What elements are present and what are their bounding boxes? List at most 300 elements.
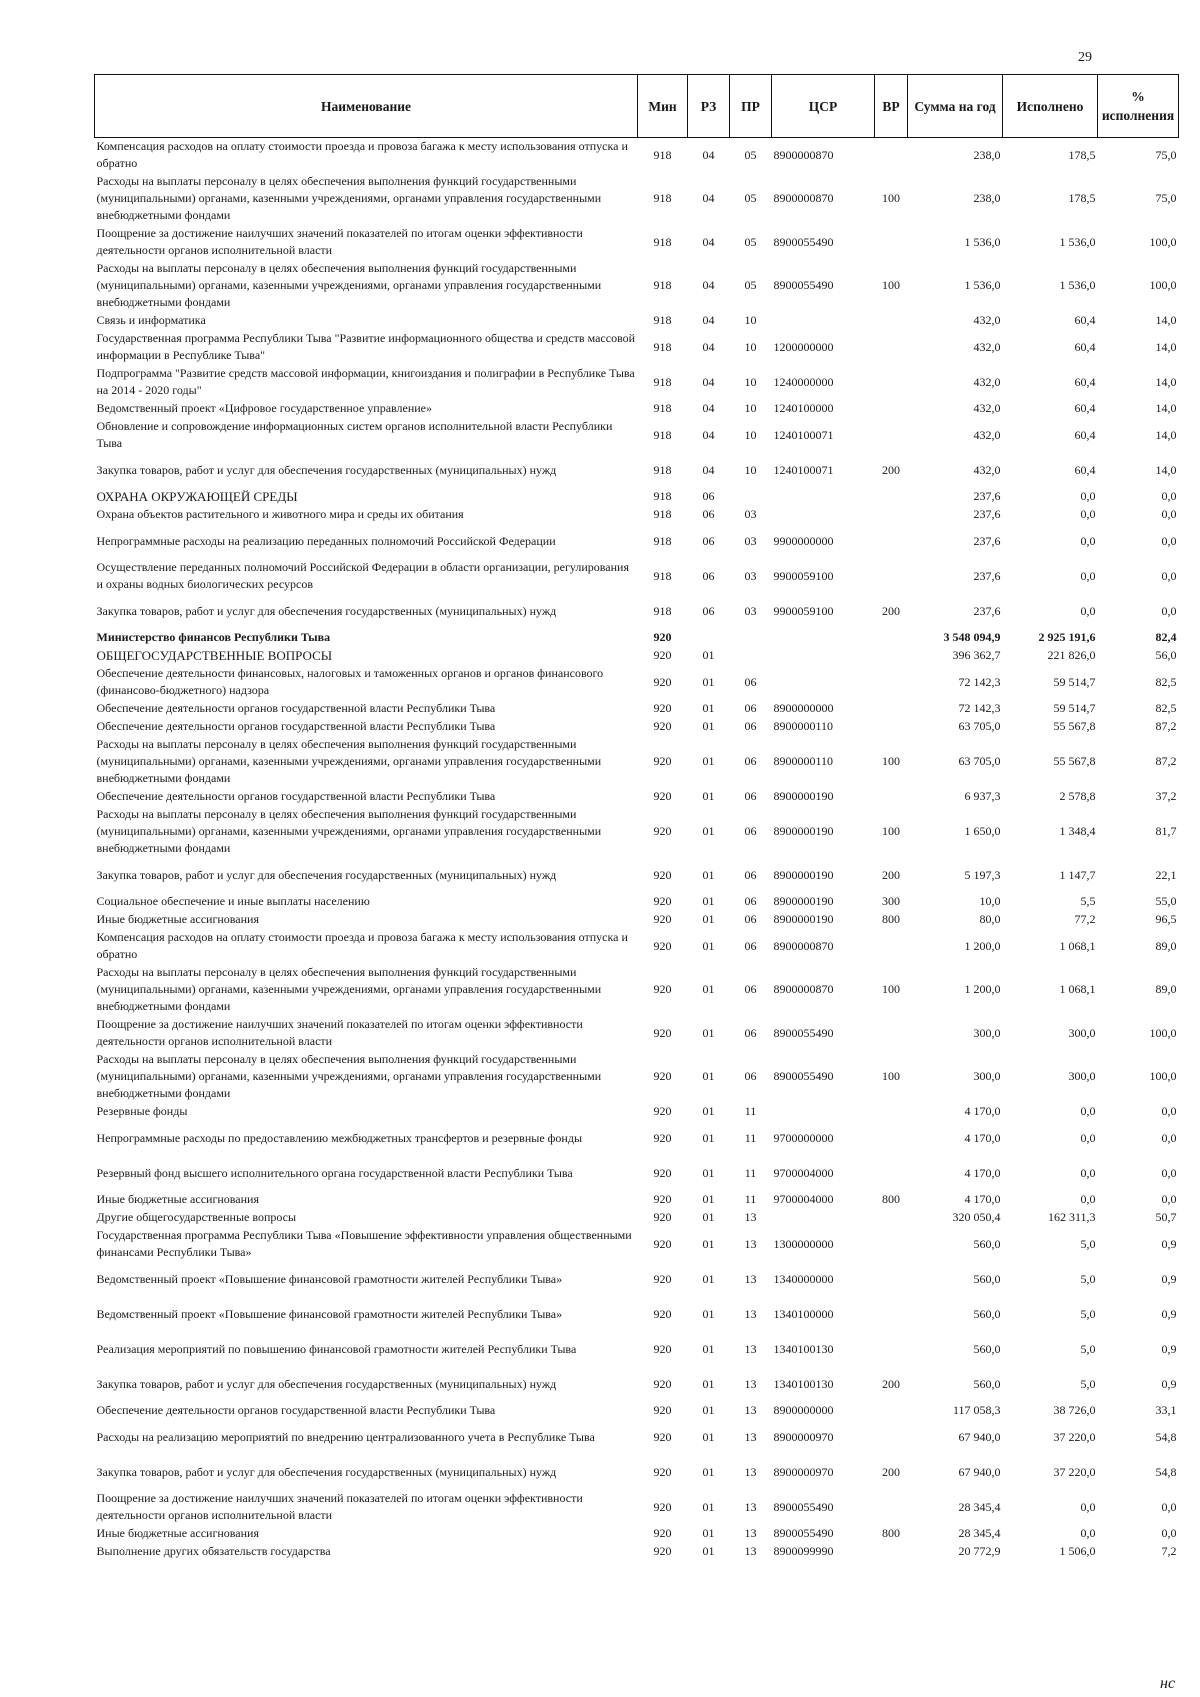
cell-csr — [772, 312, 875, 330]
cell-pr: 06 — [744, 982, 757, 996]
cell-pr: 10 — [744, 339, 757, 354]
cell-pct: 100,0 — [1149, 234, 1177, 249]
cell-min: 918 — [653, 568, 672, 583]
cell-vr: 100 — [882, 191, 900, 205]
cell-name: Обеспечение деятельности финансовых, налоговых и таможенных органов и органов финансового (финансово-бюджетного) надзора — [96, 666, 604, 697]
cell-min: 918 — [653, 427, 672, 442]
cell-pr: 13 — [744, 1341, 757, 1356]
cell-vr — [875, 488, 908, 506]
cell-sum: 560,0 — [973, 1341, 1001, 1356]
header-rz: РЗ — [688, 75, 730, 138]
cell-name: Расходы на выплаты персоналу в целях обеспечения выполнения функций государственными (муниципальными) органами, казенными учреждениями, органами управления государственными внебюджетными фондами — [96, 261, 602, 309]
table-row — [95, 1121, 1179, 1156]
table-row — [95, 1209, 1179, 1227]
cell-name: Закупка товаров, работ и услуг для обеспечения государственных (муниципальных) нужд — [96, 462, 557, 477]
cell-sum: 3 548 094,9 — [943, 630, 1001, 644]
cell-pr: 11 — [744, 1165, 757, 1180]
cell-pct: 75,0 — [1155, 147, 1177, 162]
cell-pct: 0,0 — [1161, 1165, 1177, 1180]
cell-rz: 01 — [702, 1130, 715, 1145]
cell-done: 59 514,7 — [1053, 674, 1096, 689]
cell-csr: 1240100071 — [773, 462, 834, 477]
cell-pct: 0,0 — [1161, 489, 1177, 503]
cell-pct: 0,9 — [1161, 1271, 1177, 1286]
cell-sum: 238,0 — [973, 147, 1001, 162]
cell-sum: 117 058,3 — [952, 1403, 1001, 1417]
cell-name: Компенсация расходов на оплату стоимости проезда и провоза багажа к месту использования отпуска и обратно — [96, 930, 628, 961]
cell-csr: 1340000000 — [773, 1271, 834, 1286]
cell-rz: 01 — [702, 1025, 715, 1040]
cell-name: Резервный фонд высшего исполнительного органа государственной власти Республики Тыва — [96, 1165, 573, 1180]
cell-rz: 01 — [702, 1069, 715, 1083]
cell-done: 0,0 — [1080, 1104, 1096, 1118]
cell-rz: 04 — [702, 374, 715, 389]
cell-name: Обеспечение деятельности органов государственной власти Республики Тыва — [96, 719, 496, 733]
cell-name: Закупка товаров, работ и услуг для обеспечения государственных (муниципальных) нужд — [96, 1464, 557, 1479]
cell-pr: 06 — [744, 912, 757, 926]
cell-pct: 37,2 — [1155, 789, 1177, 803]
cell-sum: 432,0 — [973, 427, 1001, 442]
cell-done: 60,4 — [1074, 313, 1096, 327]
cell-vr — [875, 1209, 908, 1227]
cell-csr: 8900000110 — [773, 719, 834, 733]
table-row — [95, 1402, 1179, 1420]
cell-rz: 01 — [702, 1544, 715, 1558]
cell-min: 920 — [653, 630, 672, 644]
cell-sum: 1 536,0 — [964, 234, 1001, 249]
cell-csr: 1240000000 — [773, 374, 834, 389]
cell-done: 60,4 — [1074, 339, 1096, 354]
cell-vr — [875, 330, 908, 365]
cell-sum: 432,0 — [973, 339, 1001, 354]
table-row — [95, 1227, 1179, 1262]
cell-name: Обеспечение деятельности органов государственной власти Республики Тыва — [96, 1403, 496, 1417]
cell-pr: 06 — [744, 867, 757, 882]
table-row — [95, 665, 1179, 700]
cell-pct: 0,0 — [1161, 507, 1177, 521]
cell-rz: 01 — [702, 648, 715, 662]
cell-csr — [772, 1103, 875, 1121]
cell-rz: 01 — [702, 1464, 715, 1479]
cell-name: Министерство финансов Республики Тыва — [96, 630, 331, 644]
cell-done: 0,0 — [1080, 1192, 1096, 1206]
cell-rz: 01 — [702, 938, 715, 953]
table-row — [95, 647, 1179, 665]
cell-done: 60,4 — [1074, 401, 1096, 415]
cell-vr: 800 — [882, 1526, 900, 1540]
cell-csr: 8900055490 — [773, 278, 834, 292]
cell-sum: 80,0 — [979, 912, 1001, 926]
cell-done: 1 348,4 — [1059, 824, 1096, 838]
cell-pr: 05 — [744, 147, 757, 162]
cell-min: 920 — [653, 1210, 672, 1224]
header-sum: Сумма на год — [908, 75, 1003, 138]
cell-name: Иные бюджетные ассигнования — [96, 1526, 259, 1540]
cell-min: 918 — [653, 374, 672, 389]
cell-pr: 06 — [744, 894, 757, 908]
cell-done: 5,0 — [1080, 1271, 1096, 1286]
cell-sum: 6 937,3 — [964, 789, 1001, 803]
cell-min: 920 — [653, 789, 672, 803]
cell-vr — [875, 225, 908, 260]
cell-rz: 01 — [702, 894, 715, 908]
cell-vr — [875, 718, 908, 736]
cell-rz: 01 — [702, 1271, 715, 1286]
cell-pr: 06 — [744, 789, 757, 803]
table-row — [95, 173, 1179, 225]
cell-rz: 01 — [702, 1236, 715, 1251]
cell-pct: 87,2 — [1155, 754, 1177, 768]
cell-rz: 04 — [702, 234, 715, 249]
table-row — [95, 260, 1179, 312]
cell-min: 920 — [653, 1341, 672, 1356]
cell-done: 221 826,0 — [1047, 648, 1096, 662]
cell-sum: 1 536,0 — [964, 278, 1001, 292]
cell-name: Поощрение за достижение наилучших значений показателей по итогам оценки эффективности деятельности органов исполнительной власти — [96, 1491, 583, 1522]
cell-min: 918 — [653, 278, 672, 292]
cell-csr — [772, 647, 875, 665]
budget-execution-table — [94, 74, 1179, 1561]
table-row — [95, 788, 1179, 806]
cell-csr: 8900055490 — [773, 1526, 834, 1540]
cell-done: 60,4 — [1074, 374, 1096, 389]
table-row — [95, 911, 1179, 929]
cell-pr: 13 — [744, 1429, 757, 1444]
cell-csr: 9700000000 — [773, 1130, 834, 1145]
cell-pr — [730, 647, 772, 665]
cell-rz: 06 — [702, 507, 715, 521]
cell-pr: 06 — [744, 719, 757, 733]
cell-done: 37 220,0 — [1053, 1429, 1096, 1444]
table-row — [95, 1455, 1179, 1490]
cell-done: 2 925 191,6 — [1038, 630, 1096, 644]
cell-pr: 06 — [744, 674, 757, 689]
cell-csr: 8900000870 — [773, 982, 834, 996]
cell-done: 2 578,8 — [1059, 789, 1096, 803]
cell-pct: 54,8 — [1155, 1464, 1177, 1479]
table-row — [95, 1016, 1179, 1051]
cell-pct: 81,7 — [1155, 824, 1177, 838]
cell-vr — [875, 647, 908, 665]
table-row — [95, 225, 1179, 260]
cell-pct: 14,0 — [1155, 401, 1177, 415]
cell-rz: 01 — [702, 1429, 715, 1444]
cell-csr: 8900055490 — [773, 1025, 834, 1040]
cell-done: 37 220,0 — [1053, 1464, 1096, 1479]
cell-csr — [772, 506, 875, 524]
table-row — [95, 806, 1179, 858]
table-row — [95, 1297, 1179, 1332]
cell-sum: 237,6 — [973, 603, 1001, 618]
cell-pr: 05 — [744, 191, 757, 205]
cell-name: Ведомственный проект «Повышение финансовой грамотности жителей Республики Тыва» — [96, 1306, 563, 1321]
cell-done: 1 068,1 — [1059, 982, 1096, 996]
cell-csr: 8900000970 — [773, 1429, 834, 1444]
cell-pct: 0,0 — [1161, 568, 1177, 583]
cell-done: 59 514,7 — [1053, 701, 1096, 715]
cell-name: Социальное обеспечение и иные выплаты населению — [96, 894, 370, 908]
cell-pr: 13 — [744, 1210, 757, 1224]
cell-sum: 238,0 — [973, 191, 1001, 205]
cell-vr — [875, 1016, 908, 1051]
cell-vr: 100 — [882, 754, 900, 768]
cell-sum: 237,6 — [973, 568, 1001, 583]
cell-sum: 560,0 — [973, 1271, 1001, 1286]
cell-vr — [875, 506, 908, 524]
cell-csr: 8900000190 — [773, 789, 834, 803]
table-row — [95, 138, 1179, 173]
cell-min: 920 — [653, 1069, 672, 1083]
cell-name: Обеспечение деятельности органов государственной власти Республики Тыва — [96, 789, 496, 803]
cell-done: 77,2 — [1074, 912, 1096, 926]
cell-name: Поощрение за достижение наилучших значений показателей по итогам оценки эффективности деятельности органов исполнительной власти — [96, 226, 583, 257]
cell-rz: 04 — [702, 313, 715, 327]
cell-sum: 432,0 — [973, 313, 1001, 327]
cell-vr — [875, 1121, 908, 1156]
cell-done: 0,0 — [1080, 1499, 1096, 1514]
cell-min: 920 — [653, 1271, 672, 1286]
cell-csr: 1340100000 — [773, 1306, 834, 1321]
cell-vr — [875, 312, 908, 330]
cell-pct: 0,0 — [1161, 1130, 1177, 1145]
header-name: Наименование — [95, 75, 638, 138]
cell-done: 5,0 — [1080, 1306, 1096, 1321]
cell-vr — [875, 1103, 908, 1121]
cell-rz: 01 — [702, 1341, 715, 1356]
cell-rz: 06 — [702, 533, 715, 548]
cell-min: 920 — [653, 1192, 672, 1206]
cell-pct: 0,9 — [1161, 1341, 1177, 1356]
cell-csr: 1240100071 — [773, 427, 834, 442]
cell-done: 55 567,8 — [1053, 719, 1096, 733]
cell-name: Связь и информатика — [96, 313, 206, 327]
table-row — [95, 594, 1179, 629]
cell-csr — [772, 665, 875, 700]
table-row — [95, 1367, 1179, 1402]
table-header-row — [95, 75, 1179, 138]
cell-csr: 8900000870 — [773, 938, 834, 953]
cell-csr: 9900059100 — [773, 568, 834, 583]
cell-name: Ведомственный проект «Цифровое государственное управление» — [96, 401, 433, 415]
cell-pct: 7,2 — [1161, 1544, 1177, 1558]
table-row — [95, 1103, 1179, 1121]
cell-pr: 13 — [744, 1464, 757, 1479]
cell-pr: 06 — [744, 1025, 757, 1040]
cell-vr — [875, 1420, 908, 1455]
cell-csr: 8900000190 — [773, 824, 834, 838]
table-row — [95, 893, 1179, 911]
cell-name: Компенсация расходов на оплату стоимости проезда и провоза багажа к месту использования отпуска и обратно — [96, 139, 628, 171]
cell-csr — [772, 629, 875, 647]
cell-vr — [875, 700, 908, 718]
cell-min: 918 — [653, 462, 672, 477]
cell-pct: 0,0 — [1161, 1526, 1177, 1540]
table-body — [95, 138, 1179, 1561]
cell-name: Непрограммные расходы по предоставлению межбюджетных трансфертов и резервные фонды — [96, 1130, 583, 1145]
cell-sum: 28 345,4 — [958, 1499, 1001, 1514]
cell-name: Выполнение других обязательств государства — [96, 1544, 331, 1558]
cell-min: 920 — [653, 1306, 672, 1321]
cell-sum: 67 940,0 — [958, 1429, 1001, 1444]
cell-sum: 4 170,0 — [964, 1104, 1001, 1118]
cell-rz: 06 — [702, 489, 715, 503]
cell-sum: 67 940,0 — [958, 1464, 1001, 1479]
cell-done: 1 506,0 — [1059, 1544, 1096, 1558]
cell-name: Непрограммные расходы на реализацию переданных полномочий Российской Федерации — [96, 533, 556, 548]
corner-mark: нс — [1160, 1675, 1176, 1692]
cell-min: 918 — [653, 489, 672, 503]
cell-pct: 0,9 — [1161, 1236, 1177, 1251]
cell-csr: 1240100000 — [773, 401, 834, 415]
cell-min: 918 — [653, 234, 672, 249]
table-row — [95, 1543, 1179, 1561]
table-row — [95, 1262, 1179, 1297]
cell-min: 920 — [653, 1526, 672, 1540]
cell-name: Иные бюджетные ассигнования — [96, 1192, 259, 1206]
cell-pr: 10 — [744, 462, 757, 477]
cell-done: 55 567,8 — [1053, 754, 1096, 768]
cell-pr: 06 — [744, 824, 757, 838]
cell-csr: 8900055490 — [773, 1499, 834, 1514]
cell-pr: 11 — [744, 1192, 757, 1206]
cell-done: 300,0 — [1068, 1025, 1096, 1040]
cell-sum: 72 142,3 — [958, 674, 1001, 689]
cell-vr — [875, 1402, 908, 1420]
cell-rz: 01 — [702, 674, 715, 689]
table-row — [95, 559, 1179, 594]
cell-sum: 237,6 — [973, 533, 1001, 548]
cell-done: 178,5 — [1068, 147, 1096, 162]
cell-csr: 8900000190 — [773, 912, 834, 926]
cell-vr — [875, 1332, 908, 1367]
cell-sum: 10,0 — [979, 894, 1001, 908]
cell-min: 920 — [653, 1165, 672, 1180]
cell-done: 1 068,1 — [1059, 938, 1096, 953]
cell-csr: 8900055490 — [773, 234, 834, 249]
cell-sum: 432,0 — [973, 374, 1001, 389]
header-min: Мин — [638, 75, 688, 138]
table-row — [95, 1490, 1179, 1525]
cell-vr — [875, 1156, 908, 1191]
cell-min: 920 — [653, 674, 672, 689]
cell-min: 920 — [653, 1130, 672, 1145]
cell-vr: 800 — [882, 1192, 900, 1206]
cell-csr: 1340100130 — [773, 1341, 834, 1356]
table-row — [95, 418, 1179, 453]
cell-pct: 0,0 — [1161, 1192, 1177, 1206]
cell-name: ОХРАНА ОКРУЖАЮЩЕЙ СРЕДЫ — [96, 489, 298, 504]
cell-name: Поощрение за достижение наилучших значений показателей по итогам оценки эффективности деятельности органов исполнительной власти — [96, 1017, 583, 1048]
cell-min: 920 — [653, 1403, 672, 1417]
table-row — [95, 1332, 1179, 1367]
cell-rz: 01 — [702, 1104, 715, 1118]
cell-min: 918 — [653, 533, 672, 548]
cell-vr — [875, 138, 908, 173]
table-row — [95, 736, 1179, 788]
cell-pr — [730, 488, 772, 506]
cell-vr — [875, 1262, 908, 1297]
cell-pct: 89,0 — [1155, 938, 1177, 953]
cell-name: Резервные фонды — [96, 1104, 188, 1118]
cell-csr: 9900059100 — [773, 603, 834, 618]
cell-pr: 03 — [744, 603, 757, 618]
table-row — [95, 929, 1179, 964]
cell-csr: 9700004000 — [773, 1165, 834, 1180]
cell-rz: 06 — [702, 568, 715, 583]
cell-vr — [875, 929, 908, 964]
cell-name: Расходы на выплаты персоналу в целях обеспечения выполнения функций государственными (муниципальными) органами, казенными учреждениями, органами управления государственными внебюджетными фондами — [96, 807, 602, 855]
cell-done: 0,0 — [1080, 533, 1096, 548]
table-row — [95, 453, 1179, 488]
cell-min: 920 — [653, 1236, 672, 1251]
cell-vr — [875, 1543, 908, 1561]
cell-rz: 01 — [702, 1210, 715, 1224]
cell-min: 920 — [653, 912, 672, 926]
table-row — [95, 858, 1179, 893]
cell-pr: 05 — [744, 278, 757, 292]
cell-pr: 11 — [744, 1104, 757, 1118]
cell-min: 920 — [653, 1499, 672, 1514]
cell-sum: 1 200,0 — [964, 982, 1001, 996]
cell-sum: 63 705,0 — [958, 719, 1001, 733]
cell-min: 920 — [653, 754, 672, 768]
cell-pct: 22,1 — [1155, 867, 1177, 882]
cell-sum: 237,6 — [973, 507, 1001, 521]
cell-csr: 9700004000 — [773, 1192, 834, 1206]
cell-name: Обеспечение деятельности органов государственной власти Республики Тыва — [96, 701, 496, 715]
cell-name: Расходы на выплаты персоналу в целях обеспечения выполнения функций государственными (муниципальными) органами, казенными учреждениями, органами управления государственными внебюджетными фондами — [96, 737, 602, 785]
cell-done: 1 536,0 — [1059, 234, 1096, 249]
header-pr: ПР — [730, 75, 772, 138]
cell-name: Другие общегосударственные вопросы — [96, 1210, 297, 1224]
cell-vr — [875, 1227, 908, 1262]
cell-sum: 560,0 — [973, 1306, 1001, 1321]
table-row — [95, 330, 1179, 365]
cell-vr: 100 — [882, 278, 900, 292]
table-row — [95, 700, 1179, 718]
cell-pct: 100,0 — [1149, 1025, 1177, 1040]
cell-min: 918 — [653, 507, 672, 521]
cell-pct: 14,0 — [1155, 313, 1177, 327]
cell-done: 60,4 — [1074, 462, 1096, 477]
cell-csr: 8900000000 — [773, 701, 834, 715]
cell-pct: 0,0 — [1161, 603, 1177, 618]
cell-rz: 01 — [702, 982, 715, 996]
cell-rz: 01 — [702, 1306, 715, 1321]
cell-csr: 1300000000 — [773, 1236, 834, 1251]
cell-pr: 10 — [744, 313, 757, 327]
header-csr: ЦСР — [772, 75, 875, 138]
cell-pct: 82,4 — [1155, 630, 1177, 644]
table-row — [95, 718, 1179, 736]
header-pct: % исполнения — [1098, 75, 1179, 138]
cell-pr: 10 — [744, 401, 757, 415]
cell-pct: 14,0 — [1155, 427, 1177, 442]
table-row — [95, 1525, 1179, 1543]
cell-min: 920 — [653, 894, 672, 908]
table-row — [95, 1420, 1179, 1455]
cell-name: ОБЩЕГОСУДАРСТВЕННЫЕ ВОПРОСЫ — [96, 648, 333, 663]
table-row — [95, 1051, 1179, 1103]
cell-sum: 20 772,9 — [958, 1544, 1001, 1558]
cell-csr: 8900055490 — [773, 1069, 834, 1083]
cell-done: 1 147,7 — [1059, 867, 1096, 882]
cell-sum: 63 705,0 — [958, 754, 1001, 768]
cell-pr: 13 — [744, 1236, 757, 1251]
cell-pct: 54,8 — [1155, 1429, 1177, 1444]
cell-min: 920 — [653, 701, 672, 715]
cell-min: 920 — [653, 867, 672, 882]
